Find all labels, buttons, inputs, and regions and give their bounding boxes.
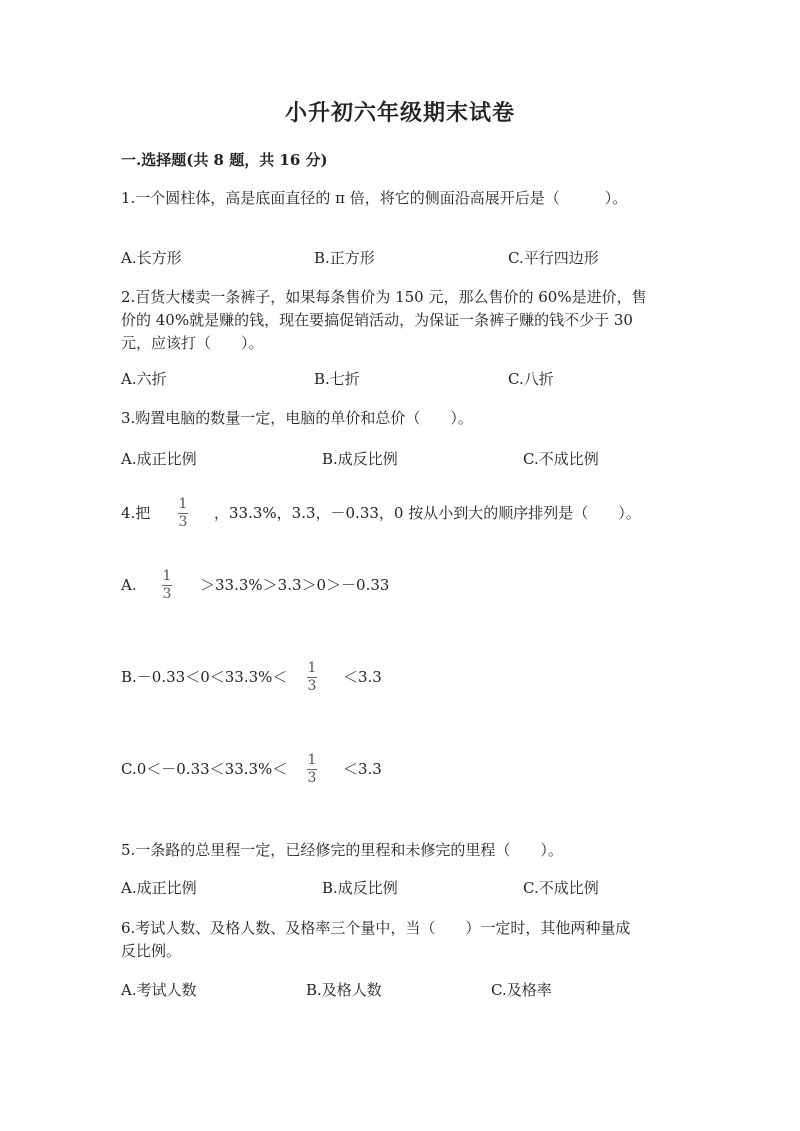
question-5-text: 5.一条路的总里程一定，已经修完的里程和未修完的里程（ ）。 xyxy=(121,841,563,859)
fraction-denominator: 3 xyxy=(307,678,317,694)
q1-option-c[interactable]: C.平行四边形 xyxy=(508,249,599,267)
question-1-text: 1.一个圆柱体，高是底面直径的 π 倍，将它的侧面沿高展开后是（ ）。 xyxy=(121,189,628,207)
q4-option-c-tail[interactable]: ＜3.3 xyxy=(343,760,382,778)
fraction-numerator: 1 xyxy=(307,752,317,768)
q5-option-c[interactable]: C.不成比例 xyxy=(523,879,599,897)
q3-option-a[interactable]: A.成正比例 xyxy=(121,450,197,468)
fraction-numerator: 1 xyxy=(178,496,188,512)
q2-option-a[interactable]: A.六折 xyxy=(121,370,167,388)
q2-option-c[interactable]: C.八折 xyxy=(508,370,554,388)
fraction-denominator: 3 xyxy=(178,514,188,530)
fraction-denominator: 3 xyxy=(307,770,317,786)
q2-option-b[interactable]: B.七折 xyxy=(314,370,360,388)
q3-option-b[interactable]: B.成反比例 xyxy=(322,450,398,468)
q4-option-a-label[interactable]: A. xyxy=(121,576,137,594)
question-2-line-3: 元，应该打（ ）。 xyxy=(121,334,264,352)
fraction-numerator: 1 xyxy=(307,660,317,676)
fraction-denominator: 3 xyxy=(162,586,172,602)
q6-option-b[interactable]: B.及格人数 xyxy=(306,981,382,999)
q4-option-a-fraction xyxy=(161,569,173,602)
q5-option-a[interactable]: A.成正比例 xyxy=(121,879,197,897)
fraction-numerator: 1 xyxy=(162,568,172,584)
question-6-line-2: 反比例。 xyxy=(121,942,182,960)
q4-option-c-fraction xyxy=(306,753,318,786)
question-6-line-1: 6.考试人数、及格人数、及格率三个量中，当（ ）一定时，其他两种量成 xyxy=(121,919,631,937)
q1-option-a[interactable]: A.长方形 xyxy=(121,249,182,267)
q6-option-a[interactable]: A.考试人数 xyxy=(121,981,197,999)
question-2-line-2: 价的 40%就是赚的钱，现在要搞促销活动，为保证一条裤子赚的钱不少于 30 xyxy=(121,311,633,329)
q4-option-b-fraction xyxy=(306,661,318,694)
question-3-text: 3.购置电脑的数量一定，电脑的单价和总价（ ）。 xyxy=(121,409,473,427)
question-4-fraction xyxy=(177,497,189,530)
q1-option-b[interactable]: B.正方形 xyxy=(314,249,375,267)
question-2-line-1: 2.百货大楼卖一条裤子，如果每条售价为 150 元，那么售价的 60%是进价，售 xyxy=(121,288,647,306)
q4-option-a-text[interactable]: ＞33.3%＞3.3＞0＞－0.33 xyxy=(200,576,390,594)
q4-option-c-text[interactable]: C.0＜－0.33＜33.3%＜ xyxy=(121,760,288,778)
question-4-prefix: 4.把 xyxy=(121,504,151,522)
question-4-suffix: ，33.3%，3.3，－0.33，0 按从小到大的顺序排列是（ ）。 xyxy=(214,504,641,522)
q5-option-b[interactable]: B.成反比例 xyxy=(322,879,398,897)
q4-option-b-tail[interactable]: ＜3.3 xyxy=(343,668,382,686)
q6-option-c[interactable]: C.及格率 xyxy=(491,981,552,999)
q3-option-c[interactable]: C.不成比例 xyxy=(523,450,599,468)
q4-option-b-text[interactable]: B.－0.33＜0＜33.3%＜ xyxy=(121,668,288,686)
page-title: 小升初六年级期末试卷 xyxy=(284,100,515,126)
section-heading: 一.选择题(共 8 题，共 16 分) xyxy=(121,151,328,169)
